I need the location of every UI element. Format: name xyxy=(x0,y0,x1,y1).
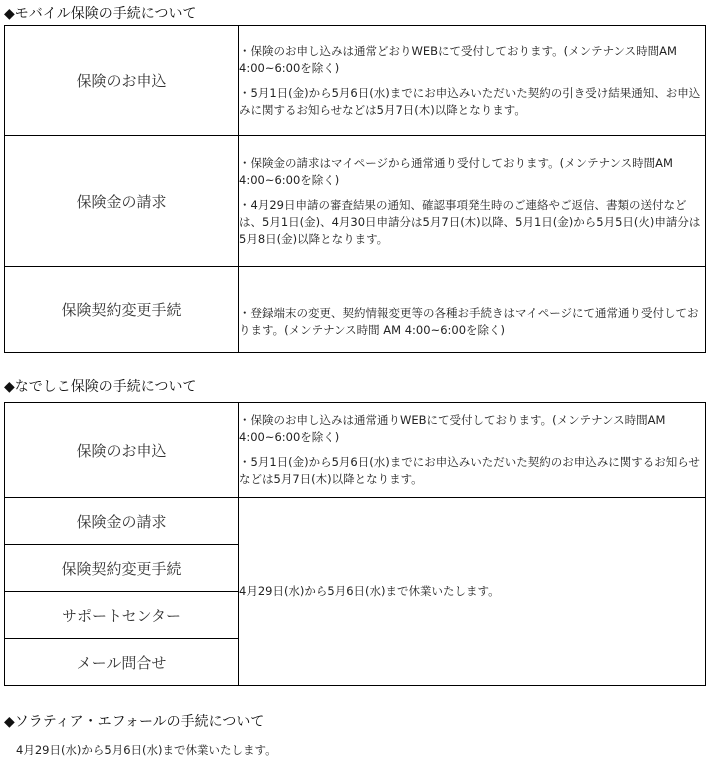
row-label-contract-change: 保険契約変更手続 xyxy=(5,267,239,353)
row-label-claim: 保険金の請求 xyxy=(5,136,239,267)
row-label-application: 保険のお申込 xyxy=(5,403,239,498)
nadeshiko-procedures-table xyxy=(4,402,706,686)
row-content-application xyxy=(239,403,706,498)
row-content-application xyxy=(239,26,706,136)
notice-line: ・保険のお申し込みは通常どおりWEBにて受付しております。(メンテナンス時間AM 4:00~6:00を除く) xyxy=(239,43,677,75)
notice-line: ・保険のお申し込みは通常通りWEBにて受付しております。(メンテナンス時間AM 4:00~6:00を除く) xyxy=(239,413,666,444)
notice-line: ・登録端末の変更、契約情報変更等の各種お手続きはマイページにて通常通り受付しております。(メンテナンス時間 AM 4:00~6:00を除く) xyxy=(239,305,699,337)
table-row xyxy=(5,267,706,353)
table-row xyxy=(5,403,706,498)
notice-line: ・5月1日(金)から5月6日(水)までにお申込みいただいた契約の引き受け結果通知、お申込みに関するお知らせなどは5月7日(木)以降となります。 xyxy=(239,85,701,117)
table-row xyxy=(5,26,706,136)
row-label-application: 保険のお申込 xyxy=(5,26,239,136)
solatia-section-title: ◆ソラティア・エフォールの手続について xyxy=(4,714,265,730)
notice-line: ・4月29日申請の審査結果の通知、確認事項発生時のご連絡やご返信、書類の送付などは、5月1日(金)、4月30日申請分は5月7日(木)以降、5月1日(金)から5月5日(火)申請分は5月8日(金)以降となります。 xyxy=(239,197,701,246)
table-row xyxy=(5,136,706,267)
table-row xyxy=(5,498,706,545)
notice-line: ・5月1日(金)から5月6日(水)までにお申込みいただいた契約のお申込みに関するお知らせなどは5月7日(木)以降となります。 xyxy=(239,455,700,486)
mobile-procedures-table xyxy=(4,25,706,353)
row-label-support-center: サポートセンター xyxy=(5,592,239,639)
notice-line: ・保険金の請求はマイページから通常通り受付しております。(メンテナンス時間AM 4:00~6:00を除く) xyxy=(239,155,673,187)
row-label-claim: 保険金の請求 xyxy=(5,498,239,545)
row-content-contract-change xyxy=(239,267,706,353)
row-content-claim xyxy=(239,136,706,267)
nadeshiko-section-title: ◆なでしこ保険の手続について xyxy=(4,379,197,395)
mobile-section-title: ◆モバイル保険の手続について xyxy=(4,6,197,22)
solatia-closure-notice: 4月29日(水)から5月6日(水)まで休業いたします。 xyxy=(16,743,277,757)
row-label-contract-change: 保険契約変更手続 xyxy=(5,545,239,592)
merged-closure-notice: 4月29日(水)から5月6日(水)まで休業いたします。 xyxy=(239,498,706,686)
row-label-mail-inquiry: メール問合せ xyxy=(5,639,239,686)
